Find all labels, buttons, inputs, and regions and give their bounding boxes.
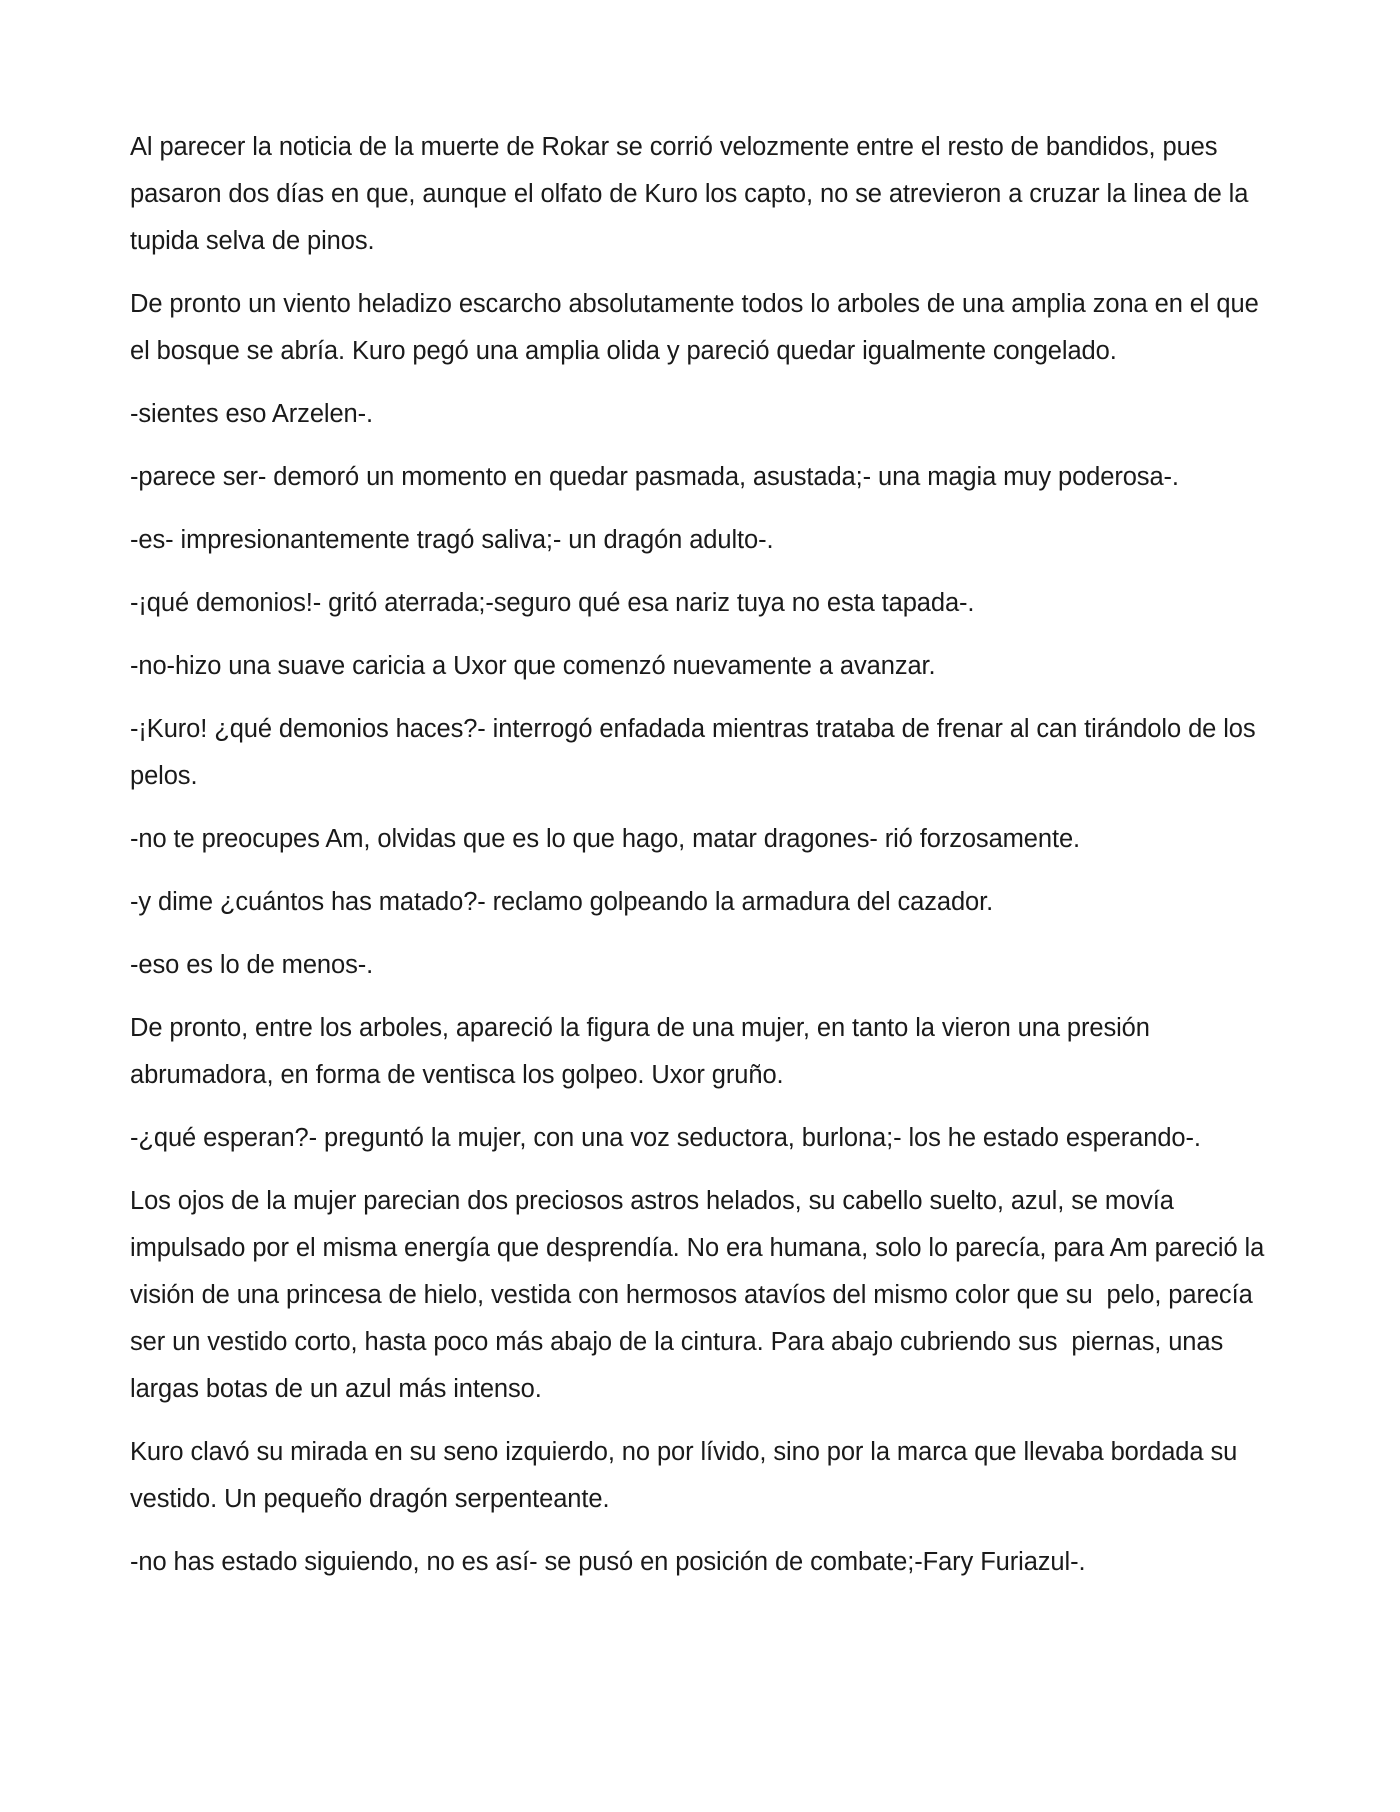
paragraph-narration-4: Los ojos de la mujer parecian dos preciosos astros helados, su cabello suelto, azul, se movía impulsado por el misma energía que desprendía. No era humana, solo lo parecía, para Am pareció la visión de una princesa de hielo, vestida con hermosos atavíos del mismo color que su pelo, parecía ser un vestido corto, hasta poco más abajo de la cintura. Para abajo cubriendo sus piernas, unas largas botas de un azul más intenso. <box>130 1187 1272 1403</box>
paragraph-dialogue-7: -no te preocupes Am, olvidas que es lo que hago, matar dragones- rió forzosamente. <box>130 825 1081 853</box>
paragraph-dialogue-2: -parece ser- demoró un momento en quedar pasmada, asustada;- una magia muy poderosa-. <box>130 463 1179 491</box>
paragraph-narration-5: Kuro clavó su mirada en su seno izquierdo, no por lívido, sino por la marca que llevaba bordada su vestido. Un pequeño dragón serpenteante. <box>130 1438 1245 1513</box>
paragraph-dialogue-1: -sientes eso Arzelen-. <box>130 400 374 428</box>
paragraph-dialogue-3: -es- impresionantemente tragó saliva;- un dragón adulto-. <box>130 526 774 554</box>
paragraph-dialogue-5: -no-hizo una suave caricia a Uxor que comenzó nuevamente a avanzar. <box>130 652 936 680</box>
paragraph-dialogue-6: -¡Kuro! ¿qué demonios haces?- interrogó enfadada mientras trataba de frenar al can tirándolo de los pelos. <box>130 715 1263 790</box>
paragraph-narration-3: De pronto, entre los arboles, apareció la figura de una mujer, en tanto la vieron una presión abrumadora, en forma de ventisca los golpeo. Uxor gruño. <box>130 1014 1157 1089</box>
paragraph-dialogue-4: -¡qué demonios!- gritó aterrada;-seguro qué esa nariz tuya no esta tapada-. <box>130 589 975 617</box>
paragraph-dialogue-10: -¿qué esperan?- preguntó la mujer, con una voz seductora, burlona;- los he estado esperando-. <box>130 1124 1201 1152</box>
paragraph-narration-1: Al parecer la noticia de la muerte de Rokar se corrió velozmente entre el resto de bandidos, pues pasaron dos días en que, aunque el olfato de Kuro los capto, no se atrevieron a cruzar la linea de la tupida selva de pinos. <box>130 133 1256 255</box>
paragraph-dialogue-11: -no has estado siguiendo, no es así- se pusó en posición de combate;-Fary Furiazul-. <box>130 1548 1086 1576</box>
paragraph-dialogue-8: -y dime ¿cuántos has matado?- reclamo golpeando la armadura del cazador. <box>130 888 994 916</box>
document-page <box>130 124 1270 1602</box>
paragraph-dialogue-9: -eso es lo de menos-. <box>130 951 374 979</box>
paragraph-narration-2: De pronto un viento heladizo escarcho absolutamente todos lo arboles de una amplia zona en el que el bosque se abría. Kuro pegó una amplia olida y pareció quedar igualmente congelado. <box>130 290 1266 365</box>
